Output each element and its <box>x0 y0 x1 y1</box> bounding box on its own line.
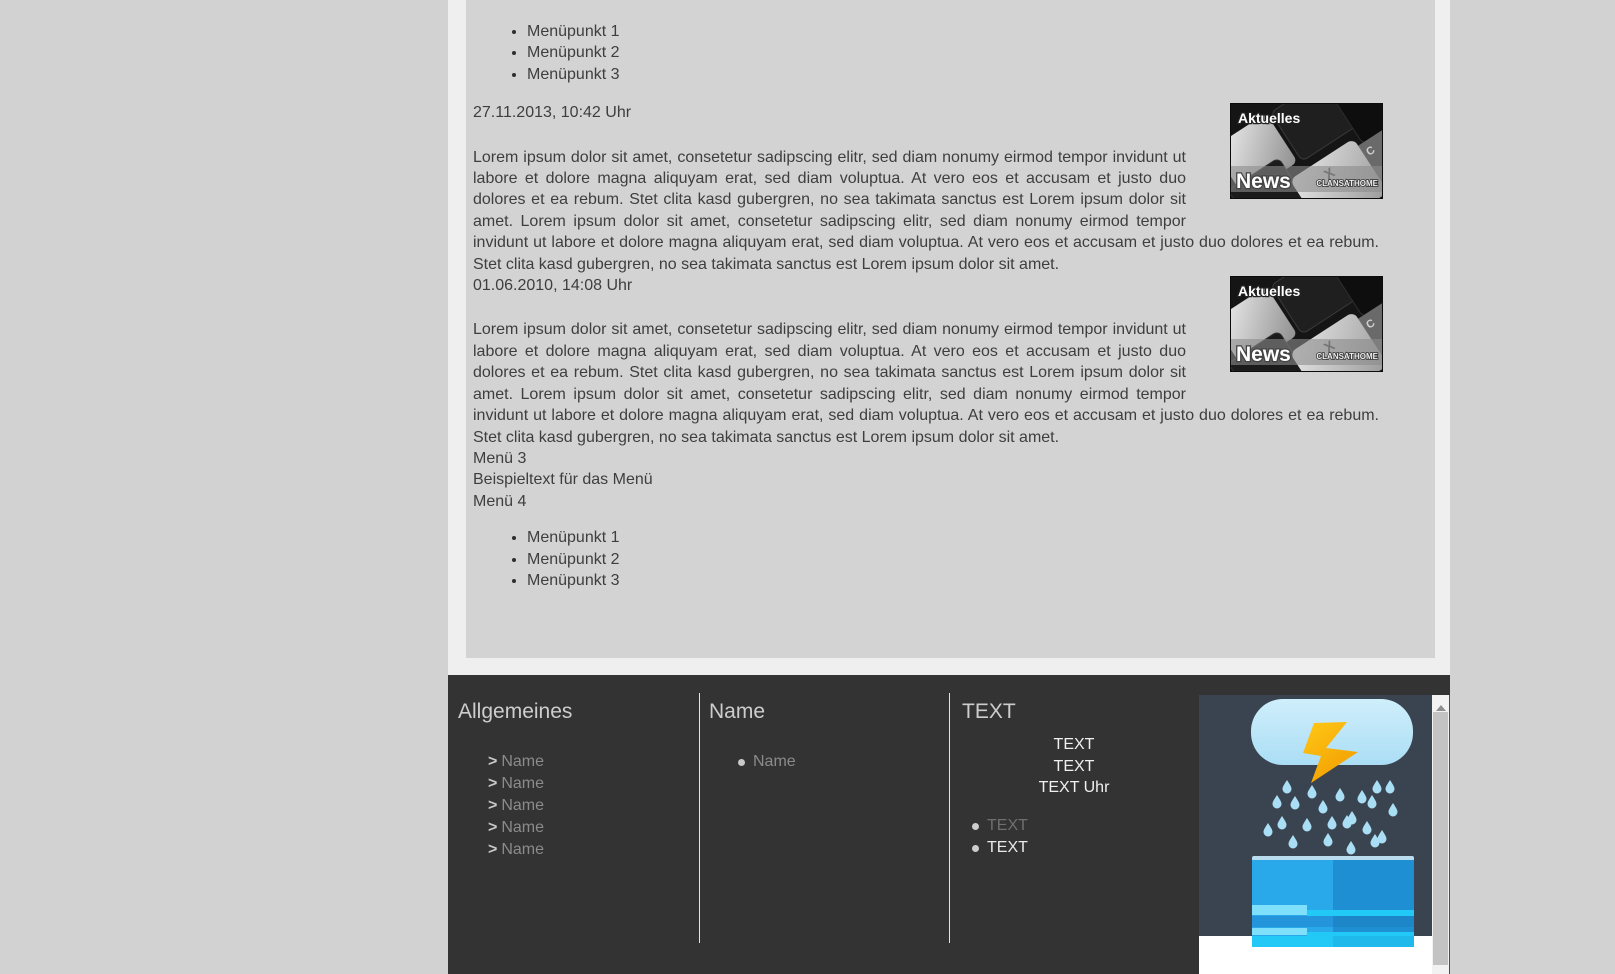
thumb-caption: News <box>1236 343 1291 367</box>
footer-center-block <box>949 734 1199 799</box>
footer-link-label: Name <box>501 841 545 858</box>
main-content <box>466 0 1435 658</box>
footer-list-item-label: TEXT <box>987 839 1028 857</box>
scroll-up-arrow-icon[interactable] <box>1436 700 1446 711</box>
menu3-label[interactable]: Menü 3 <box>473 449 527 467</box>
news-thumbnail-1[interactable] <box>1230 103 1383 199</box>
footer-center-line-2: TEXT <box>1053 757 1095 775</box>
thumb-caption: News <box>1236 170 1291 194</box>
link-arrow-icon: > <box>488 797 498 814</box>
footer-heading-allgemeines: Allgemeines <box>458 700 573 723</box>
thumb-title: Aktuelles <box>1238 110 1301 127</box>
footer <box>448 675 1450 974</box>
footer-link[interactable] <box>448 751 699 773</box>
page-wrapper <box>448 0 1450 974</box>
menu4-label[interactable]: Menü 4 <box>473 492 527 510</box>
storm-cloud-rain-pool-illustration <box>1199 695 1432 953</box>
thumb-brand: CLANSATHOME <box>1316 179 1378 189</box>
menu-lines <box>473 448 1379 512</box>
footer-link-label: Name <box>501 775 545 792</box>
keyboard-key-c: C <box>1364 317 1378 332</box>
footer-link[interactable] <box>448 795 699 817</box>
footer-center-line-1: TEXT <box>1053 736 1095 753</box>
link-arrow-icon: > <box>488 753 498 770</box>
content-inner <box>466 21 1435 591</box>
footer-list-item[interactable] <box>949 815 1199 837</box>
widget-scrollbar[interactable] <box>1432 695 1449 974</box>
news-date-2: 01.06.2010, 14:08 Uhr <box>473 277 633 295</box>
news-item-2 <box>473 275 1379 448</box>
footer-link-label: Name <box>501 819 545 836</box>
footer-center-line-3: TEXT Uhr <box>1038 779 1110 797</box>
news-body-2: Lorem ipsum dolor sit amet, consetetur sadipscing elitr, sed diam nonumy eirmod tempor invidunt ut labore et dolore magna aliquyam erat, sed diam voluptua. At vero eos et accusam et justo duo dolores et ea rebum. Stet clita kasd gubergren, no sea takimata sanctus est Lorem ipsum dolor sit amet. Lorem ipsum dolor sit amet, consetetur sadipscing elitr, sed diam nonumy eirmod tempor invidunt ut labore et dolore magna aliquyam erat, sed diam voluptua. At vero eos et accusam et justo duo dolores et ea rebum. Stet clita kasd gubergren, no sea takimata sanctus est Lorem ipsum dolor sit amet. <box>473 321 1379 446</box>
thumb-brand: CLANSATHOME <box>1316 352 1378 362</box>
footer-text-list <box>949 815 1199 859</box>
keyboard-key-c: C <box>1364 144 1378 159</box>
news-body-1: Lorem ipsum dolor sit amet, consetetur sadipscing elitr, sed diam nonumy eirmod tempor invidunt ut labore et dolore magna aliquyam erat, sed diam voluptua. At vero eos et accusam et justo duo dolores et ea rebum. Stet clita kasd gubergren, no sea takimata sanctus est Lorem ipsum dolor sit amet. Lorem ipsum dolor sit amet, consetetur sadipscing elitr, sed diam nonumy eirmod tempor invidunt ut labore et dolore magna aliquyam erat, sed diam voluptua. At vero eos et accusam et justo duo dolores et ea rebum. Stet clita kasd gubergren, no sea takimata sanctus est Lorem ipsum dolor sit amet. <box>473 148 1379 273</box>
scrollbar-thumb[interactable] <box>1433 712 1448 965</box>
menu-item-1[interactable]: • Menüpunkt 1 <box>527 527 1379 548</box>
footer-list-item[interactable] <box>699 751 949 773</box>
menu-item-3[interactable]: • Menüpunkt 3 <box>527 570 1379 591</box>
footer-list-item-label: Name <box>753 753 796 770</box>
news-item-1 <box>473 102 1379 275</box>
menu-list-bottom <box>473 527 1379 591</box>
footer-link[interactable] <box>448 839 699 861</box>
weather-widget <box>1199 695 1450 974</box>
link-arrow-icon: > <box>488 819 498 836</box>
pool <box>1252 856 1414 947</box>
footer-link[interactable] <box>448 773 699 795</box>
menu-item-2[interactable]: • Menüpunkt 2 <box>527 549 1379 570</box>
footer-name-list <box>699 751 949 773</box>
footer-column-allgemeines <box>448 675 699 974</box>
footer-heading-name: Name <box>709 700 766 723</box>
menu3-example-text: Beispieltext für das Menü <box>473 471 653 489</box>
footer-link[interactable] <box>448 817 699 839</box>
news-thumbnail-2[interactable] <box>1230 276 1383 372</box>
footer-link-label: Name <box>501 753 545 770</box>
menu-item-2[interactable]: • Menüpunkt 2 <box>527 42 1379 63</box>
footer-link-list <box>448 751 699 861</box>
link-arrow-icon: > <box>488 841 498 858</box>
footer-column-text <box>949 675 1199 974</box>
footer-heading-text: TEXT <box>962 700 1016 723</box>
news-date-1: 27.11.2013, 10:42 Uhr <box>473 104 632 122</box>
footer-list-item[interactable] <box>949 837 1199 859</box>
footer-column-name <box>699 675 949 974</box>
footer-link-label: Name <box>501 797 545 814</box>
link-arrow-icon: > <box>488 775 498 792</box>
menu-item-3[interactable]: • Menüpunkt 3 <box>527 64 1379 85</box>
thumb-title: Aktuelles <box>1238 283 1301 300</box>
footer-list-item-label: TEXT <box>987 817 1028 835</box>
menu-item-1[interactable]: • Menüpunkt 1 <box>527 21 1379 42</box>
menu-list-top <box>473 21 1379 85</box>
